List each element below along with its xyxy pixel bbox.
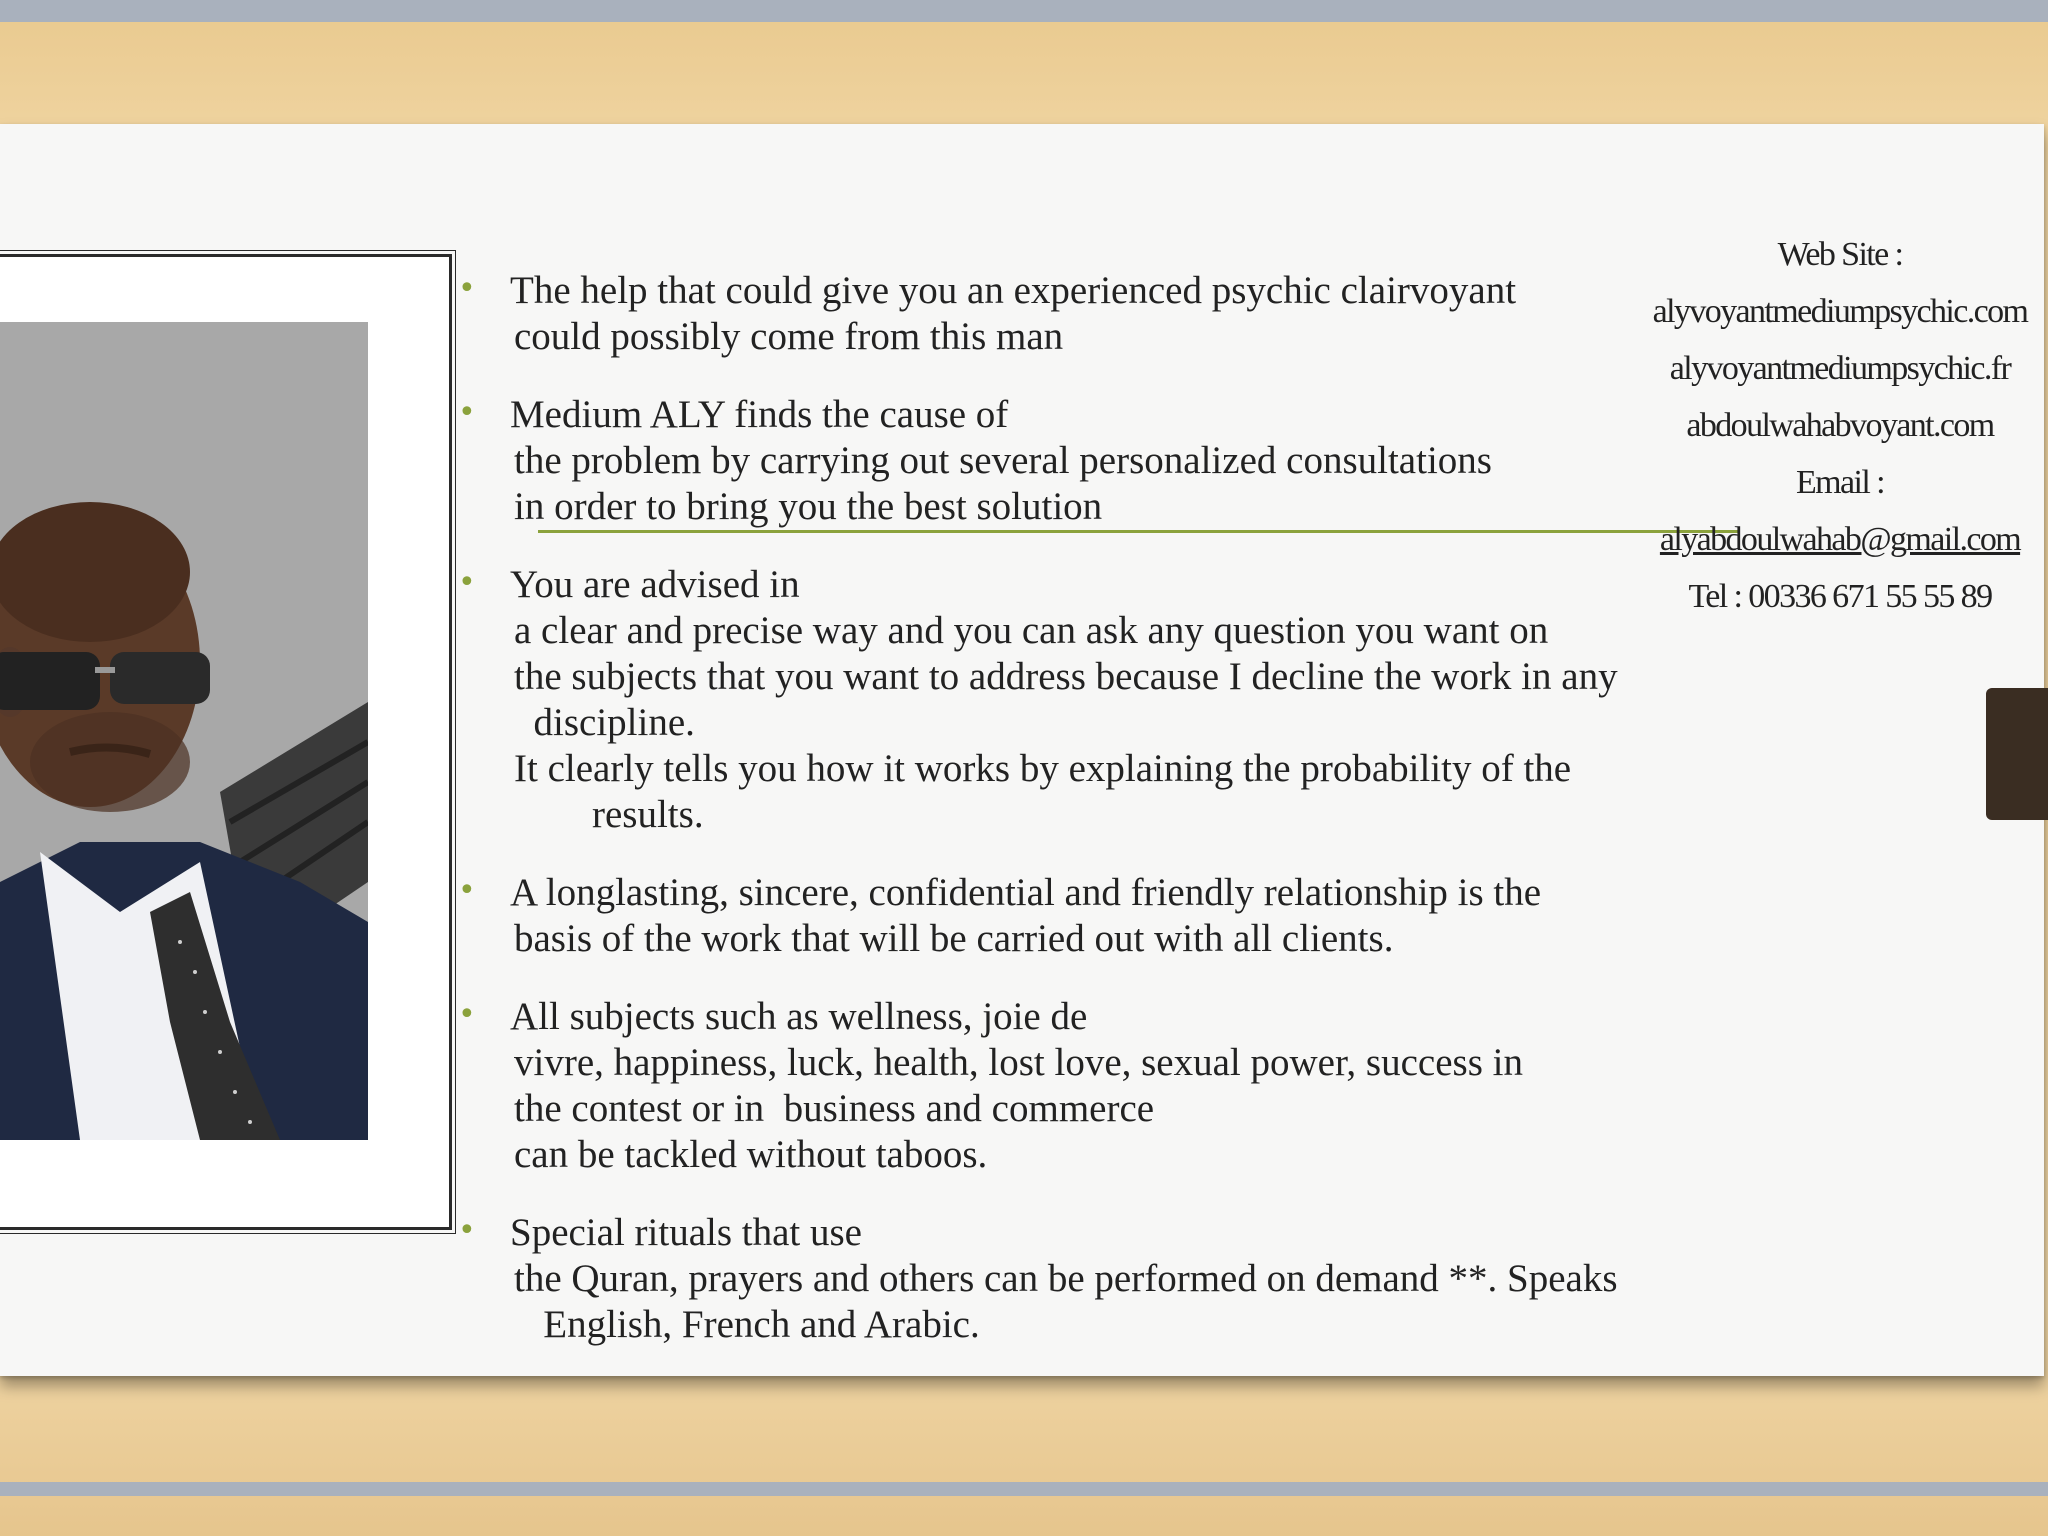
bullet-line: Medium ALY finds the cause of: [510, 393, 1009, 436]
email-label: Email :: [1796, 464, 1884, 501]
bullet-item: [450, 1210, 1750, 1348]
website-label: Web Site :: [1777, 236, 1903, 273]
bullet-line: discipline.: [514, 701, 695, 744]
bullet-line: in order to bring you the best solution: [514, 485, 1103, 528]
bullet-list: [450, 268, 1750, 1380]
bullet-line: the contest or in business and commerce: [514, 1087, 1155, 1130]
website-link[interactable]: alyvoyantmediumpsychic.com: [1652, 293, 2028, 330]
bullet-dot-icon: •: [458, 873, 476, 908]
website-link[interactable]: abdoulwahabvoyant.com: [1686, 407, 1994, 444]
bullet-line: The help that could give you an experienced psychic clairvoyant: [510, 269, 1517, 312]
bullet-dot-icon: •: [458, 271, 476, 306]
bullet-item: [450, 994, 1750, 1178]
bullet-line: the Quran, prayers and others can be performed on demand **. Speaks: [514, 1257, 1618, 1300]
binder-clip: [1986, 688, 2048, 820]
bullet-line: All subjects such as wellness, joie de: [510, 995, 1088, 1038]
bullet-item: [450, 562, 1750, 838]
bullet-line: English, French and Arabic.: [514, 1303, 980, 1346]
bullet-line: vivre, happiness, luck, health, lost love, sexual power, success in: [514, 1041, 1523, 1084]
bullet-line: basis of the work that will be carried out with all clients.: [514, 917, 1394, 960]
bullet-dot-icon: •: [458, 997, 476, 1032]
bullet-line: could possibly come from this man: [514, 315, 1064, 358]
website-link[interactable]: alyvoyantmediumpsychic.fr: [1669, 350, 2011, 387]
bullet-item: [450, 392, 1750, 530]
bullet-item: [450, 870, 1750, 962]
bullet-line: You are advised in: [510, 563, 800, 606]
phone-number: Tel : 00336 671 55 55 89: [1688, 578, 1992, 615]
portrait-photo: [0, 322, 368, 1140]
bullet-line: the problem by carrying out several personalized consultations: [514, 439, 1492, 482]
bullet-line: can be tackled without taboos.: [514, 1133, 988, 1176]
bullet-line: a clear and precise way and you can ask any question you want on: [514, 609, 1549, 652]
bullet-dot-icon: •: [458, 1213, 476, 1248]
bullet-line: It clearly tells you how it works by explaining the probability of the: [514, 747, 1572, 790]
contact-info: [1640, 226, 2040, 625]
bullet-line: the subjects that you want to address because I decline the work in any: [514, 655, 1618, 698]
bullet-line: A longlasting, sincere, confidential and friendly relationship is the: [510, 871, 1542, 914]
bullet-dot-icon: •: [458, 395, 476, 430]
email-link[interactable]: alyabdoulwahab@gmail.com: [1659, 521, 2021, 558]
bullet-dot-icon: •: [458, 565, 476, 600]
bullet-item: [450, 268, 1750, 360]
bullet-line: results.: [514, 793, 704, 836]
top-band: [0, 0, 2048, 22]
bottom-band: [0, 1482, 2048, 1496]
bullet-line: Special rituals that use: [510, 1211, 862, 1254]
